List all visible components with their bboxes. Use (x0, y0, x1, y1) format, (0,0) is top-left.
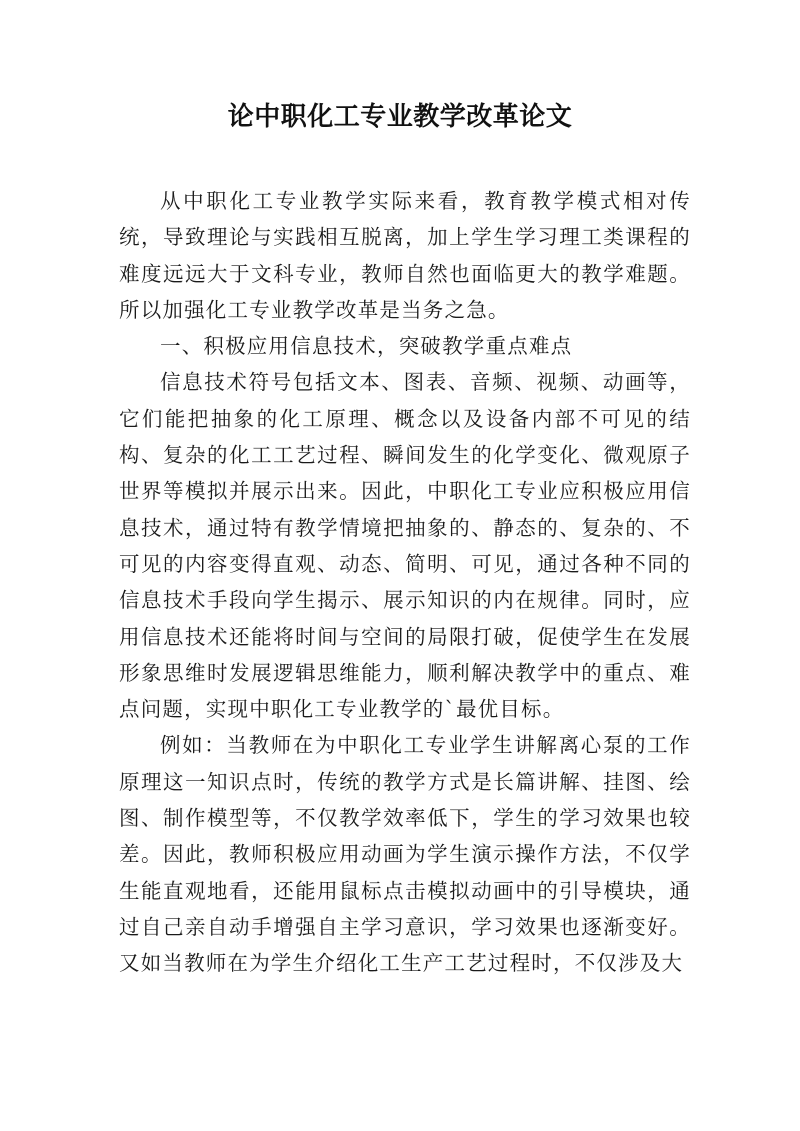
document-title: 论中职化工专业教学改革论文 (227, 102, 573, 132)
section-heading-1: 一、积极应用信息技术，突破教学重点难点 (160, 334, 573, 359)
paragraph-example: 例如：当教师在为中职化工专业学生讲解离心泵的工作原理这一知识点时，传统的教学方式是长篇讲解、挂图、绘图、制作模型等，不仅教学效率低下，学生的学习效果也较差。因此，教师积极应用动画为学生演示操作方法，不仅学生能直观地看，还能用鼠标点击模拟动画中的引导模块，通过自己亲自动手增强自主学习意识，学习效果也逐渐变好。又如当教师在为学生介绍化工生产工艺过程时，不仅涉及大 (119, 733, 691, 976)
paragraph-intro: 从中职化工专业教学实际来看，教育教学模式相对传统，导致理论与实践相互脱离，加上学生学习理工类课程的难度远远大于文科专业，教师自然也面临更大的教学难题。所以加强化工专业教学改革是当务之急。 (119, 189, 691, 322)
document-body (119, 183, 691, 982)
paragraph-info-tech: 信息技术符号包括文本、图表、音频、视频、动画等，它们能把抽象的化工原理、概念以及设备内部不可见的结构、复杂的化工工艺过程、瞬间发生的化学变化、微观原子世界等模拟并展示出来。因此，中职化工专业应积极应用信息技术，通过特有教学情境把抽象的、静态的、复杂的、不可见的内容变得直观、动态、简明、可见，通过各种不同的信息技术手段向学生揭示、展示知识的内在规律。同时，应用信息技术还能将时间与空间的局限打破，促使学生在发展形象思维时发展逻辑思维能力，顺利解决教学中的重点、难点问题，实现中职化工专业教学的`最优目标。 (119, 370, 691, 722)
